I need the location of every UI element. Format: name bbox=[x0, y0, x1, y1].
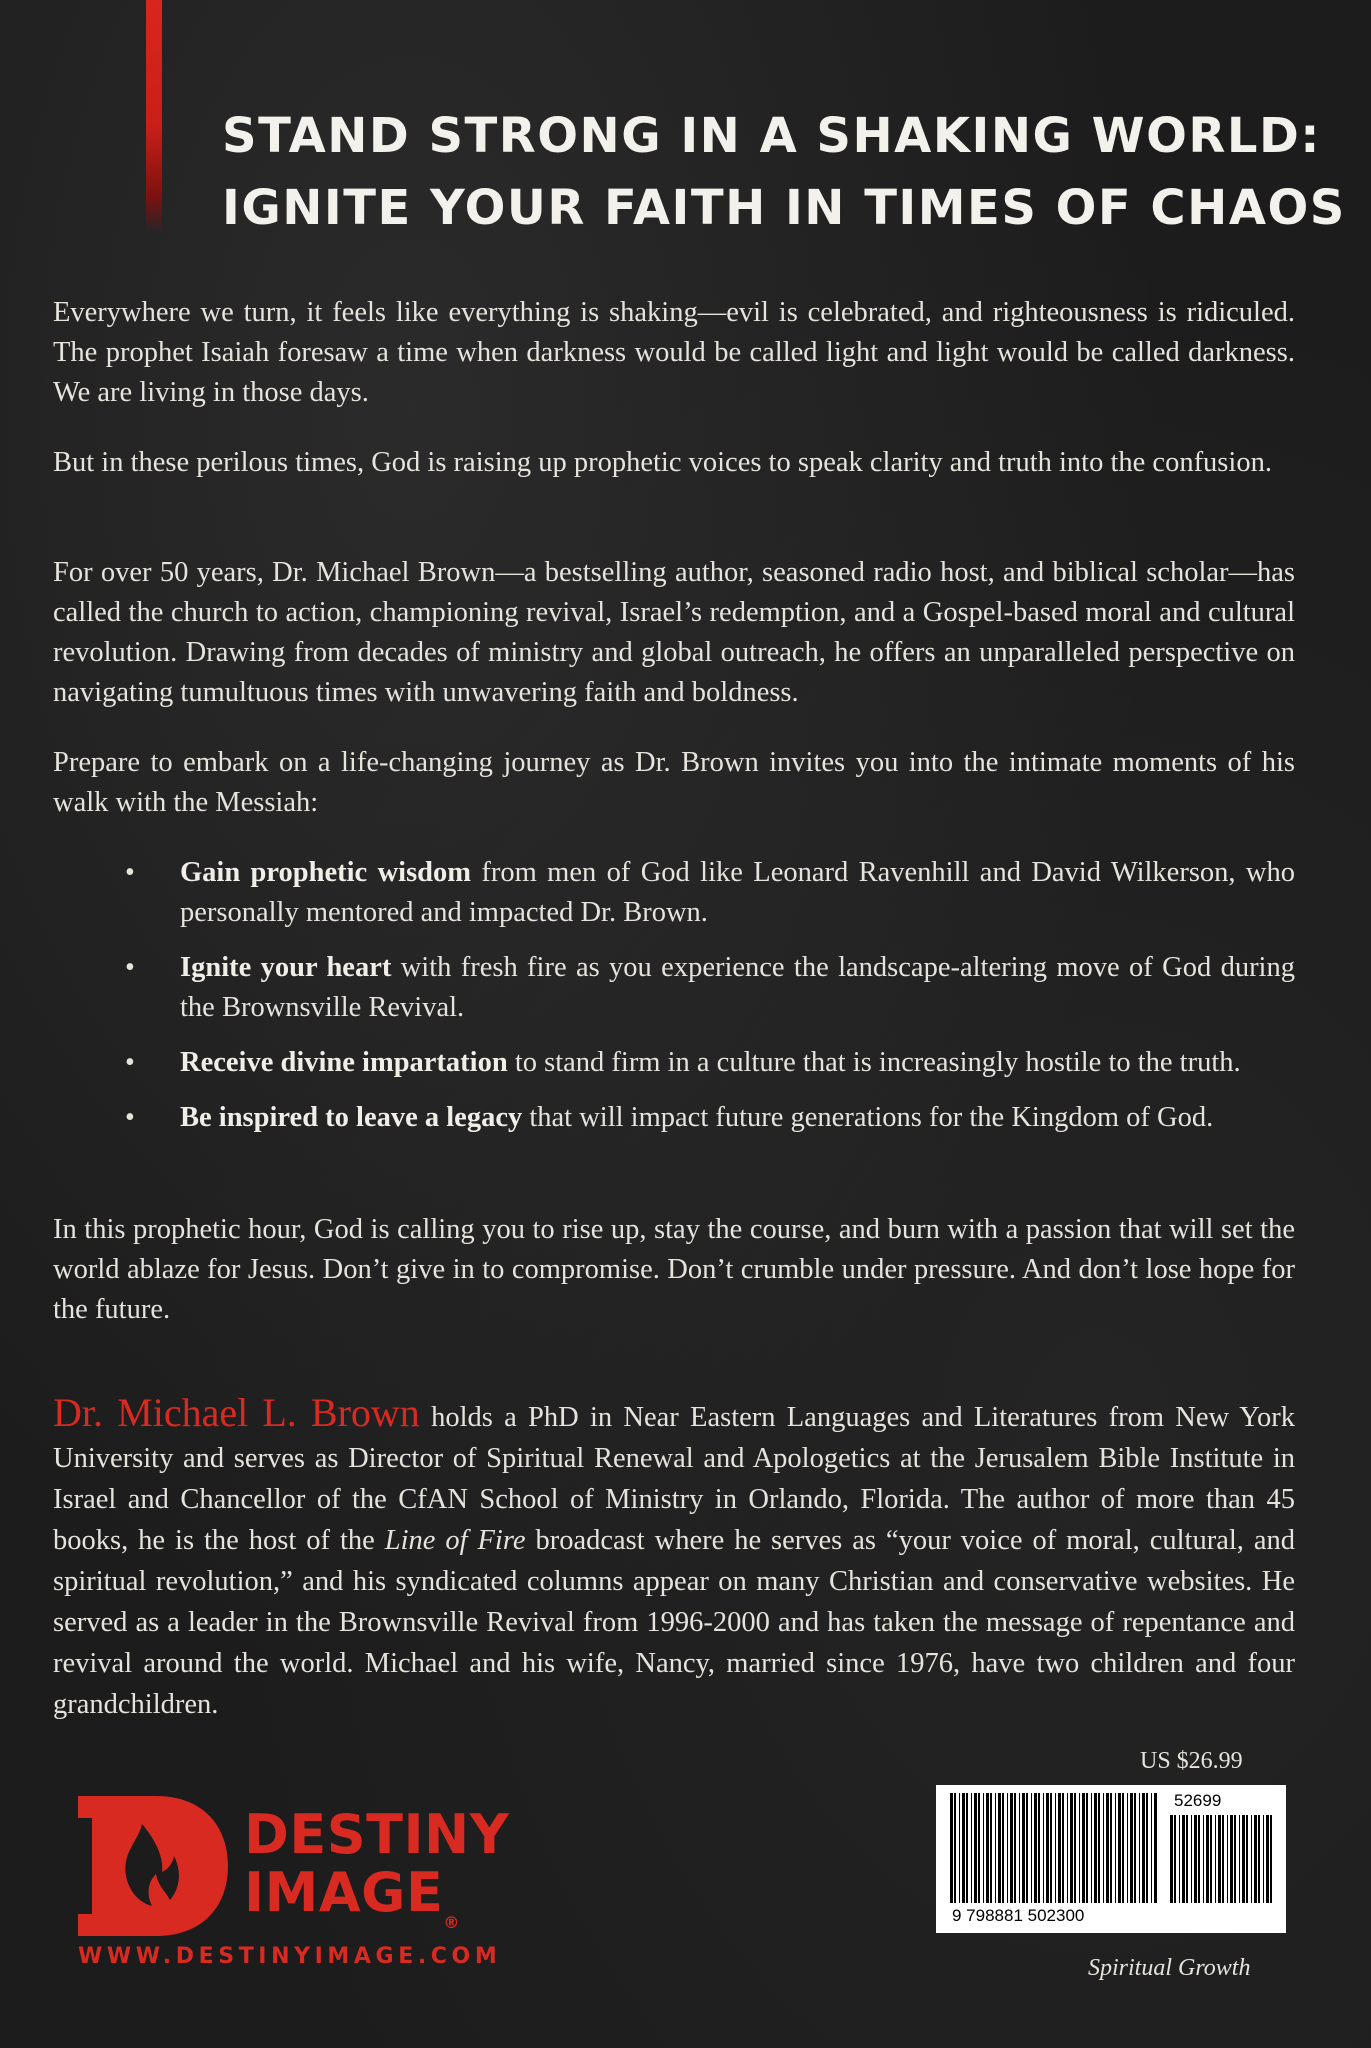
destiny-image-logo-icon bbox=[78, 1796, 228, 1936]
barcode-bar bbox=[966, 1793, 968, 1903]
barcode-bar bbox=[1067, 1793, 1068, 1903]
author-summary-paragraph: For over 50 years, Dr. Michael Brown—a bestselling author, seasoned radio host, and biblical scholar—has called the church to action, championing revival, Israel’s redemption, and a Gospel-based moral and cultural revolution. Drawing from decades of ministry and global outreach, he offers an unparalleled perspective on navigating tumultuous times with unwavering faith and boldness. bbox=[53, 557, 1295, 708]
barcode-bar bbox=[1079, 1793, 1080, 1903]
barcode-bar bbox=[1198, 1815, 1200, 1903]
list-item-text: that will impact future generations for the Kingdom of God. bbox=[522, 1102, 1214, 1133]
headline bbox=[222, 100, 1346, 244]
barcode-bar bbox=[1227, 1815, 1228, 1903]
barcode-bar bbox=[1002, 1793, 1004, 1903]
barcode-bar bbox=[1122, 1793, 1124, 1903]
barcode-bar bbox=[1118, 1793, 1121, 1903]
barcode-bar bbox=[1062, 1793, 1064, 1903]
bullet-icon: • bbox=[125, 952, 135, 983]
barcode-bar bbox=[1022, 1793, 1025, 1903]
barcode-bar bbox=[1070, 1793, 1073, 1903]
barcode-bar bbox=[1058, 1793, 1061, 1903]
barcode-bar bbox=[1031, 1793, 1032, 1903]
intro-paragraph: Everywhere we turn, it feels like everything is shaking—evil is celebrated, and righteousness is ridiculed. The prophet Isaiah foresaw a time when darkness would be called light and light would be called darkness. We are living in those days. bbox=[53, 297, 1295, 408]
call-to-action-paragraph: In this prophetic hour, God is calling you to rise up, stay the course, and burn with a passion that will set the world ablaze for Jesus. Don’t give in to compromise. Don’t crumble under pressure. And don’t lose hope for the future. bbox=[53, 1214, 1295, 1325]
list-item bbox=[53, 948, 1295, 1028]
barcode-bar bbox=[962, 1793, 965, 1903]
barcode-bar bbox=[1106, 1793, 1109, 1903]
barcode-bar bbox=[1130, 1793, 1133, 1903]
benefits-list bbox=[53, 853, 1295, 1153]
barcode-bar bbox=[1086, 1793, 1088, 1903]
perilous-times-paragraph: But in these perilous times, God is raising up prophetic voices to speak clarity and truth into the confusion. bbox=[53, 447, 1272, 478]
headline-line-1: STAND STRONG IN A SHAKING WORLD: bbox=[222, 108, 1321, 164]
barcode-bar bbox=[1110, 1793, 1112, 1903]
broadcast-title: Line of Fire bbox=[384, 1525, 526, 1556]
barcode-bar bbox=[1014, 1793, 1016, 1903]
barcode-bar bbox=[1270, 1815, 1272, 1903]
barcode-bar bbox=[971, 1793, 972, 1903]
barcode-bar bbox=[1007, 1793, 1008, 1903]
barcode-bar bbox=[1091, 1793, 1092, 1903]
barcode-bar bbox=[1151, 1793, 1152, 1903]
barcode-bar bbox=[1254, 1815, 1257, 1903]
list-item-bold: Receive divine impartation bbox=[180, 1047, 508, 1078]
barcode-bar bbox=[1210, 1815, 1212, 1903]
barcode-bar bbox=[1050, 1793, 1052, 1903]
barcode-bar bbox=[1026, 1793, 1028, 1903]
barcode-bar bbox=[978, 1793, 980, 1903]
barcode-bar bbox=[1010, 1793, 1013, 1903]
list-item bbox=[53, 1098, 1295, 1138]
isbn-digits: 9 798881 502300 bbox=[952, 1906, 1085, 1925]
barcode-bar bbox=[1222, 1815, 1224, 1903]
barcode-bar bbox=[1134, 1793, 1136, 1903]
publisher-name bbox=[244, 1803, 510, 1932]
publisher-line-2 bbox=[244, 1861, 509, 1932]
barcode-bar bbox=[1142, 1793, 1145, 1903]
barcode-bar bbox=[1246, 1815, 1248, 1903]
bullet-icon: • bbox=[125, 1102, 135, 1133]
barcode-bar bbox=[1098, 1793, 1100, 1903]
barcode-bar bbox=[974, 1793, 977, 1903]
barcode-bar bbox=[1251, 1815, 1252, 1903]
publisher-line-1: DESTINY bbox=[244, 1803, 510, 1866]
bio-text-part-1: holds a PhD in Near Eastern Languages and Literatures from New York University and serves as Director of Spiritual Renewal and Apologetics at the Jerusalem Bible Institute in Israel and Chancellor of the CfAN School of Ministry in Orlando, Florida. The author of more than 45 books, he is the host of the bbox=[53, 1402, 1296, 1556]
barcode-bar bbox=[1038, 1793, 1040, 1903]
barcode-bar bbox=[1103, 1793, 1104, 1903]
barcode-bar bbox=[1139, 1793, 1140, 1903]
barcode-bar bbox=[1082, 1793, 1085, 1903]
barcode-bar bbox=[1074, 1793, 1076, 1903]
list-item bbox=[53, 853, 1295, 933]
barcode-bar bbox=[1186, 1815, 1188, 1903]
barcode-bar bbox=[1194, 1815, 1197, 1903]
bio-text-part-2: broadcast where he serves as “your voice of moral, cultural, and spiritual revolution,” and his syndicated columns appear on many Christian and conservative websites. He served as a leader in the Brownsville Revival from 1996-2000 and has taken the message of repentance and revival around the world. Michael and his wife, Nancy, married since 1976, have two children and four grandchildren. bbox=[53, 1525, 1295, 1720]
barcode-bar bbox=[1034, 1793, 1037, 1903]
barcode-bar bbox=[986, 1793, 989, 1903]
barcode-bar bbox=[1094, 1793, 1097, 1903]
barcode-bar bbox=[1239, 1815, 1240, 1903]
barcode-bar bbox=[1263, 1815, 1264, 1903]
barcode-bar bbox=[1043, 1793, 1044, 1903]
list-item-bold: Be inspired to leave a legacy bbox=[180, 1102, 523, 1133]
barcode-bar bbox=[1234, 1815, 1236, 1903]
barcode-bar bbox=[959, 1793, 960, 1903]
barcode-bar bbox=[990, 1793, 992, 1903]
barcode-bar bbox=[1170, 1815, 1173, 1903]
barcode-bar bbox=[1258, 1815, 1260, 1903]
barcode-bar bbox=[1019, 1793, 1020, 1903]
journey-paragraph: Prepare to embark on a life-changing journey as Dr. Brown invites you into the intimate moments of his walk with the Messiah: bbox=[53, 747, 1295, 818]
barcode bbox=[936, 1785, 1286, 1933]
barcode-bar bbox=[1266, 1815, 1269, 1903]
publisher-url: WWW.DESTINYIMAGE.COM bbox=[78, 1944, 502, 1969]
barcode-bar bbox=[1215, 1815, 1216, 1903]
barcode-bar bbox=[983, 1793, 984, 1903]
barcode-bar bbox=[1115, 1793, 1116, 1903]
category-label: Spiritual Growth bbox=[1088, 1955, 1251, 1981]
barcode-bar bbox=[1055, 1793, 1056, 1903]
publisher-line-2-text: IMAGE bbox=[244, 1861, 444, 1924]
barcode-bar bbox=[1218, 1815, 1221, 1903]
list-item-text: from men of God like Leonard Ravenhill and David Wilkerson, who personally mentored and impacted Dr. Brown. bbox=[180, 857, 1295, 928]
barcode-bar bbox=[1191, 1815, 1192, 1903]
barcode-bar bbox=[1203, 1815, 1204, 1903]
registered-mark: ® bbox=[443, 1913, 460, 1932]
bullet-icon: • bbox=[125, 857, 135, 888]
red-accent-bar bbox=[146, 0, 162, 232]
barcode-bar bbox=[995, 1793, 996, 1903]
barcode-bar bbox=[1046, 1793, 1049, 1903]
price-label: US $26.99 bbox=[1140, 1748, 1243, 1774]
barcode-bar bbox=[1242, 1815, 1245, 1903]
list-item-text: with fresh fire as you experience the landscape-altering move of God during the Brownsville Revival. bbox=[180, 952, 1295, 1023]
price-code: 52699 bbox=[1174, 1791, 1222, 1810]
barcode-bar bbox=[1230, 1815, 1233, 1903]
barcode-bar bbox=[998, 1793, 1001, 1903]
bullet-icon: • bbox=[125, 1047, 135, 1078]
headline-line-2: IGNITE YOUR FAITH IN TIMES OF CHAOS bbox=[222, 180, 1346, 236]
barcode-bar bbox=[1206, 1815, 1209, 1903]
barcode-bar bbox=[950, 1793, 953, 1903]
barcode-bar bbox=[1154, 1793, 1157, 1903]
author-bio bbox=[53, 1392, 1295, 1725]
barcode-bar bbox=[1179, 1815, 1180, 1903]
author-name: Dr. Michael L. Brown bbox=[53, 1390, 420, 1435]
barcode-bar bbox=[1174, 1815, 1176, 1903]
list-item-text: to stand firm in a culture that is increasingly hostile to the truth. bbox=[507, 1047, 1241, 1078]
barcode-bar bbox=[1182, 1815, 1185, 1903]
barcode-bar bbox=[954, 1793, 956, 1903]
list-item bbox=[53, 1043, 1295, 1083]
list-item-bold: Ignite your heart bbox=[180, 952, 392, 983]
barcode-bar bbox=[1146, 1793, 1148, 1903]
list-item-bold: Gain prophetic wisdom bbox=[180, 857, 472, 888]
barcode-bar bbox=[1127, 1793, 1128, 1903]
